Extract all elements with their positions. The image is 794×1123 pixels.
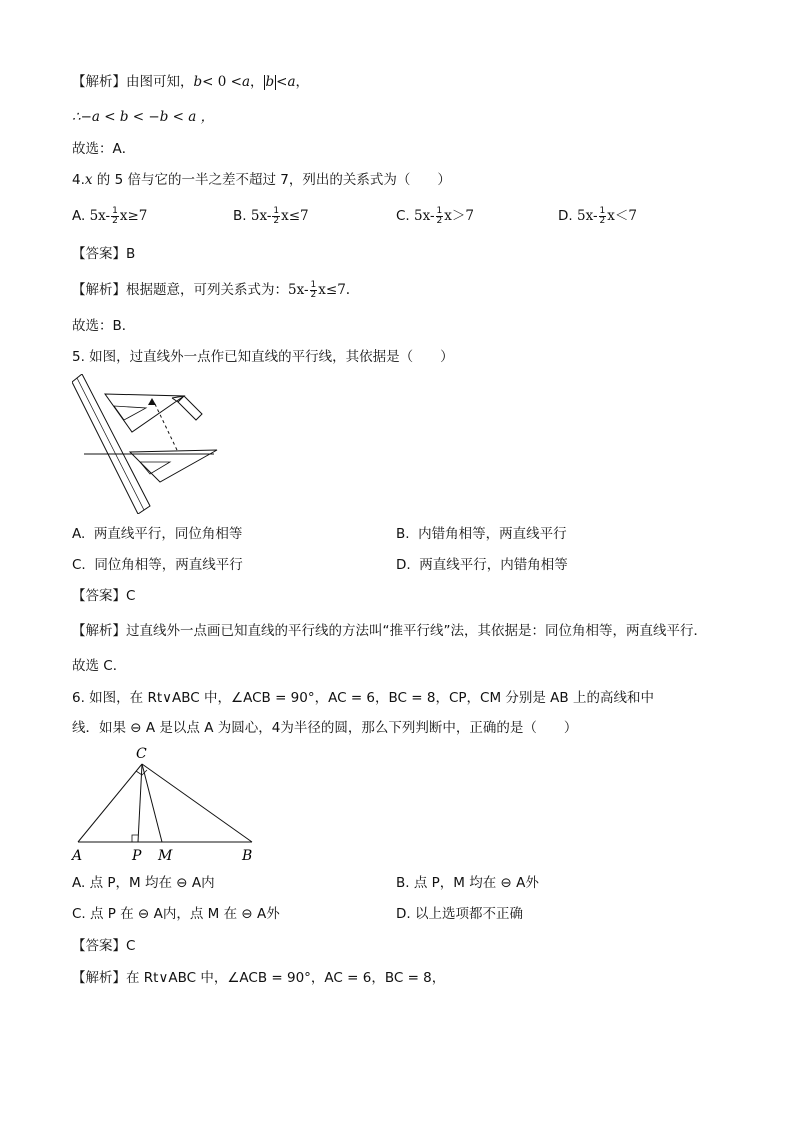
option-post: x＜7 <box>607 208 637 224</box>
fraction <box>310 281 318 300</box>
label-c: C <box>136 746 147 762</box>
option-text: 两直线平行，内错角相等 <box>419 557 568 573</box>
expr-post: x≤7. <box>318 282 351 298</box>
q6-option-d <box>396 904 523 924</box>
answer-5 <box>72 586 135 606</box>
frac-num: 1 <box>310 279 317 290</box>
option-text: 点 P，M 均在 ⊖ A内 <box>89 875 215 891</box>
q4-number: 4. <box>72 172 85 188</box>
q6-option-a <box>72 873 215 893</box>
answer-tag: 【答案】 <box>72 588 126 604</box>
q5-option-d <box>396 555 568 575</box>
answer-value: C <box>126 588 136 604</box>
option-label: D. <box>558 208 573 224</box>
analysis-tag: 【解析】 <box>72 282 126 298</box>
choice-4: 故选：B． <box>72 318 136 334</box>
label-m: M <box>158 848 173 864</box>
question-4 <box>72 170 451 190</box>
choice-5: 故选 C． <box>72 658 127 674</box>
option-label: B. <box>396 526 410 542</box>
expr-pre: 5x- <box>288 282 309 298</box>
q5-option-b <box>396 524 567 544</box>
analysis-tag: 【解析】 <box>72 970 126 986</box>
option-label: D. <box>396 557 411 573</box>
q5-option-c <box>72 555 243 575</box>
option-text: 点 P，M 均在 ⊖ A外 <box>413 875 539 891</box>
option-text: 以上选项都不正确 <box>414 906 523 922</box>
option-post: x≤7 <box>281 208 309 224</box>
ruler-triangle-figure <box>72 374 222 514</box>
frac-num: 1 <box>273 205 280 216</box>
option-text: 同位角相等，两直线平行 <box>94 557 243 573</box>
option-label: B. <box>396 875 410 891</box>
answer-tag: 【答案】 <box>72 938 126 954</box>
fraction <box>436 207 444 226</box>
option-text: 两直线平行，同位角相等 <box>93 526 243 542</box>
option-label: C. <box>396 208 410 224</box>
math-lt: < <box>276 74 288 90</box>
analysis-tag: 【解析】 <box>72 623 126 639</box>
comma: ， <box>250 74 264 90</box>
answer-6 <box>72 936 135 956</box>
answer-value: B <box>126 246 136 262</box>
option-label: A. <box>72 208 86 224</box>
answer-4 <box>72 244 135 264</box>
question-6-line-1: 6. 如图，在 Rt∨ABC 中，∠ACB = 90°，AC = 6，BC = 8，CP，CM 分别是 AB 上的高线和中 <box>72 690 654 706</box>
label-p: P <box>132 848 142 864</box>
therefore-line: ∴−a < b < −b < a ， <box>72 109 215 125</box>
analysis-4 <box>72 280 350 300</box>
frac-den: 2 <box>436 215 443 226</box>
analysis-text: 过直线外一点画已知直线的平行线的方法叫“推平行线”法，其依据是：同位角相等，两直线平行． <box>126 623 707 639</box>
answer-value: C <box>126 938 136 954</box>
fraction <box>111 207 119 226</box>
q4-option-c <box>396 206 474 226</box>
option-label: D. <box>396 906 411 922</box>
frac-num: 1 <box>599 205 606 216</box>
comma2: ， <box>295 74 310 90</box>
frac-den: 2 <box>112 215 118 226</box>
q4-option-d <box>558 206 637 226</box>
option-label: A. <box>72 526 86 542</box>
fraction <box>272 207 280 226</box>
math-b: b <box>193 74 203 90</box>
option-label: A. <box>72 875 86 891</box>
q6-option-b <box>396 873 539 893</box>
answer-tag: 【答案】 <box>72 246 126 262</box>
math-ineq: < 0 < <box>202 74 242 90</box>
option-text: 内错角相等，两直线平行 <box>418 526 567 542</box>
math-abs-b: b <box>265 74 275 90</box>
frac-den: 2 <box>273 215 280 226</box>
option-pre: 5x- <box>250 208 272 224</box>
option-pre: 5x- <box>414 208 435 224</box>
math-a: a <box>241 74 251 90</box>
analysis-text: 由图可知， <box>126 74 194 90</box>
analysis-6 <box>72 968 445 988</box>
q4-option-a <box>72 206 147 226</box>
triangle-abc-figure <box>66 744 266 866</box>
analysis-line-1 <box>72 72 309 92</box>
option-label: C. <box>72 906 86 922</box>
analysis-5 <box>72 621 707 641</box>
option-post: x＞7 <box>444 208 474 224</box>
analysis-tag: 【解析】 <box>72 74 126 90</box>
label-a: A <box>72 848 83 864</box>
math-a2: a <box>287 74 296 90</box>
question-5: 5. 如图，过直线外一点作已知直线的平行线，其依据是（ ） <box>72 349 454 365</box>
label-b: B <box>242 848 253 864</box>
frac-den: 2 <box>599 215 606 226</box>
option-text: 点 P 在 ⊖ A内，点 M 在 ⊖ A外 <box>90 906 280 922</box>
fraction <box>599 207 607 226</box>
option-pre: 5x- <box>89 208 111 224</box>
option-label: C. <box>72 557 86 573</box>
q4-var: x <box>84 172 93 188</box>
frac-num: 1 <box>436 205 443 216</box>
frac-num: 1 <box>112 205 118 216</box>
option-label: B. <box>233 208 247 224</box>
frac-den: 2 <box>310 289 317 300</box>
q6-option-c <box>72 904 280 924</box>
analysis-text: 在 Rt∨ABC 中，∠ACB = 90°，AC = 6，BC = 8， <box>126 970 446 986</box>
option-pre: 5x- <box>576 208 598 224</box>
question-6-line-2: 线．如果 ⊖ A 是以点 A 为圆心，4为半径的圆，那么下列判断中，正确的是（ ） <box>72 720 578 736</box>
choice-line-3: 故选：A． <box>72 141 136 157</box>
q5-option-a <box>72 524 242 544</box>
q4-text: 的 5 倍与它的一半之差不超过 7，列出的关系式为（ ） <box>92 172 451 188</box>
option-post: x≥7 <box>119 208 148 224</box>
q4-option-b <box>233 206 309 226</box>
analysis-text: 根据题意，可列关系式为： <box>126 282 288 298</box>
